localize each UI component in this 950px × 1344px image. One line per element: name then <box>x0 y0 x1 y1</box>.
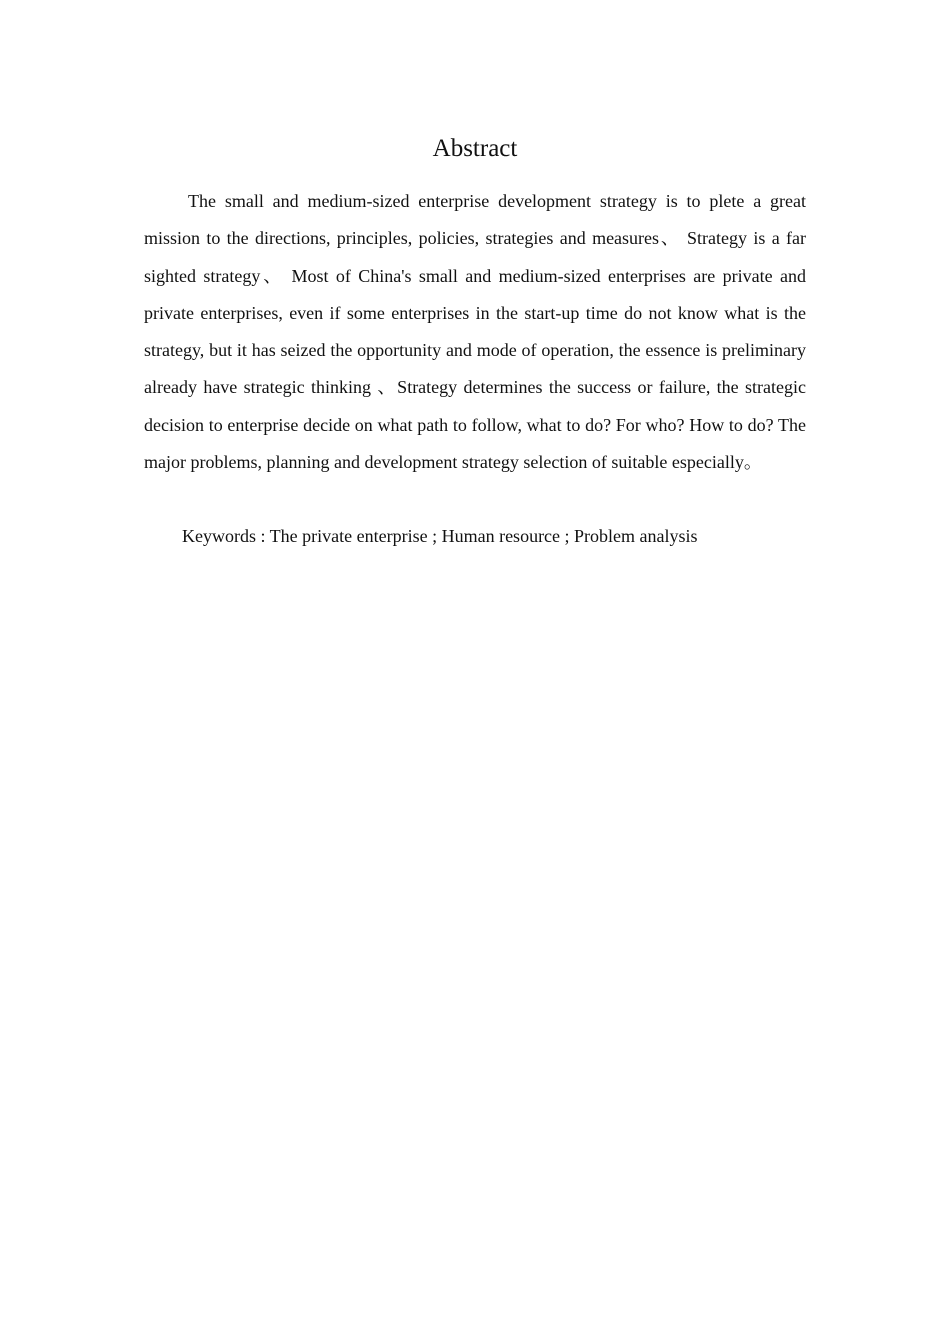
page-title: Abstract <box>432 135 518 162</box>
abstract-paragraph: The small and medium-sized enterprise development strategy is to plete a great mission to the directions, principles, policies, strategies and measures、 Strategy is a far sighted strategy、 Most of China's small and medium-sized enterprises are private and private enterprises, even if some enterprises in the start-up time do not know what is the strategy, but it has seized the opportunity and mode of operation, the essence is preliminary already have strategic thinking 、Strategy determines the success or failure, the strategic decision to enterprise decide on what path to follow, what to do? For who? How to do? The major problems, planning and development strategy selection of suitable especially。 <box>144 191 806 473</box>
keywords-line: Keywords : The private enterprise ; Human resource ; Problem analysis <box>182 526 698 546</box>
